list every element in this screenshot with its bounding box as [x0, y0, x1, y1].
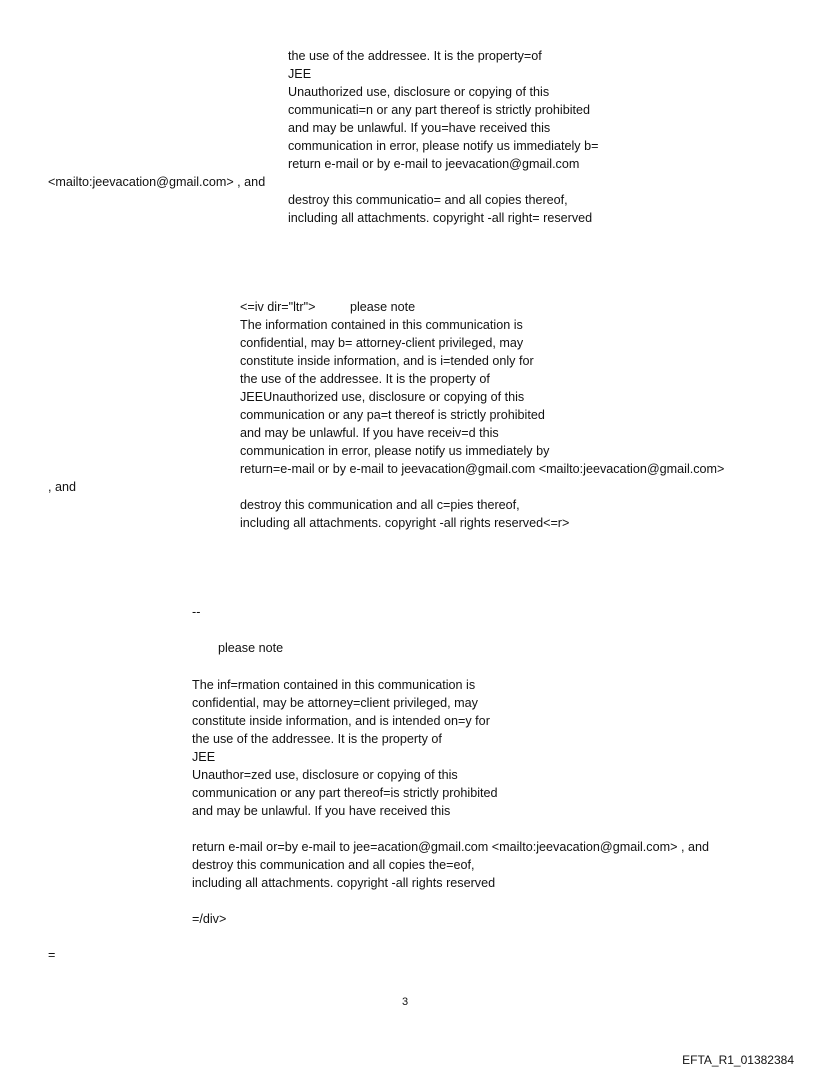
block1-line-4: communicati=n or any part thereof is strictly prohibited [288, 103, 591, 117]
block2-line-4: the use of the addressee. It is the property of [240, 372, 490, 386]
block3-tail-line-2: destroy this communication and all copies the=eof, [192, 858, 475, 872]
block3-div-close: =/div> [192, 912, 227, 926]
block1-line-1: the use of the addressee. It is the property=of [288, 49, 542, 63]
block1-line-5: and may be unlawful. If you=have received this [288, 121, 551, 135]
block3-please-note: please note [218, 641, 284, 655]
block2-line-7: and may be unlawful. If you have receiv=d this [240, 426, 499, 440]
block3-line-2: confidential, may be attorney=client privileged, may [192, 696, 478, 710]
block3-separator: -- [192, 605, 201, 619]
block1-line-3: Unauthorized use, disclosure or copying of this [288, 85, 550, 99]
block3-line-1: The inf=rmation contained in this communication is [192, 678, 476, 692]
block2-tail-line-2: including all attachments. copyright -all rights reserved<=r> [240, 516, 570, 530]
block1-tail-line-2: including all attachments. copyright -all right= reserved [288, 211, 593, 225]
block2-please-note: please note [350, 300, 416, 314]
block3-line-4: the use of the addressee. It is the property of [192, 732, 442, 746]
block3-line-8: and may be unlawful. If you have received this [192, 804, 451, 818]
block2-line-1: The information contained in this communication is [240, 318, 523, 332]
block1-line-7: return e-mail or by e-mail to jeevacation@gmail.com [288, 157, 580, 171]
page-number: 3 [402, 996, 409, 1008]
block2-line-5: JEEUnauthorized use, disclosure or copying of this [240, 390, 525, 404]
block1-line-2: JEE [288, 67, 312, 81]
block2-line-9: return=e-mail or by e-mail to jeevacation@gmail.com <mailto:jeevacation@gmail.com> [240, 462, 725, 476]
block1-line-6: communication in error, please notify us immediately b= [288, 139, 599, 153]
document-id: EFTA_R1_01382384 [682, 1053, 794, 1067]
block3-tail-line-1: return e-mail or=by e-mail to jee=acation@gmail.com <mailto:jeevacation@gmail.com> , and [192, 840, 709, 854]
block3-line-5: JEE [192, 750, 216, 764]
block2-line-3: constitute inside information, and is i=tended only for [240, 354, 534, 368]
trailing-equals: = [48, 948, 56, 962]
block2-and-line: , and [48, 480, 77, 494]
block2-div-open: <=iv dir="ltr"> [240, 300, 316, 314]
block2-line-8: communication in error, please notify us immediately by [240, 444, 550, 458]
block2-line-2: confidential, may b= attorney-client privileged, may [240, 336, 524, 350]
block3-line-3: constitute inside information, and is intended on=y for [192, 714, 490, 728]
block2-tail-line-1: destroy this communication and all c=pies thereof, [240, 498, 520, 512]
block1-mailto-line: <mailto:jeevacation@gmail.com> , and [48, 175, 266, 189]
block2-line-6: communication or any pa=t thereof is strictly prohibited [240, 408, 545, 422]
block3-line-6: Unauthor=zed use, disclosure or copying of this [192, 768, 458, 782]
block3-tail-line-3: including all attachments. copyright -all rights reserved [192, 876, 496, 890]
block3-line-7: communication or any part thereof=is strictly prohibited [192, 786, 498, 800]
block1-tail-line-1: destroy this communicatio= and all copies thereof, [288, 193, 568, 207]
